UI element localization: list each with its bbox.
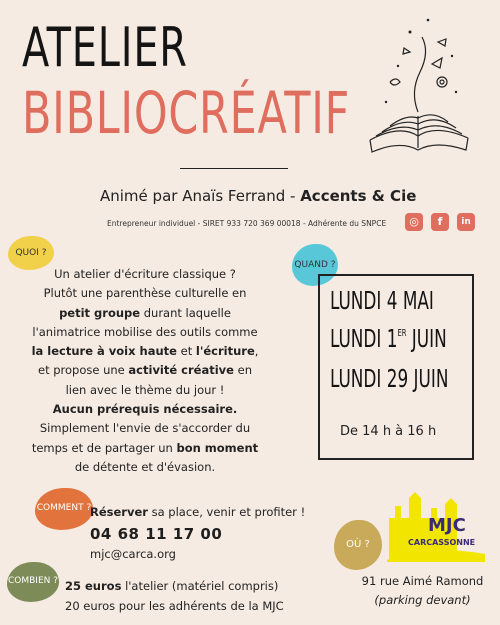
- title-bibliocreatif: BIBLIOCRÉATIF: [22, 79, 351, 147]
- tag-quand: QUAND ?: [292, 244, 338, 286]
- instagram-icon[interactable]: ◎: [405, 213, 423, 231]
- email-link[interactable]: mjc@carca.org: [90, 547, 176, 561]
- animator-line: Animé par Anaïs Ferrand - Accents & Cie: [100, 187, 417, 205]
- date-3: LUNDI 29 JUIN: [330, 364, 449, 393]
- linkedin-icon[interactable]: in: [457, 213, 475, 231]
- legal-info: Entrepreneur individuel - SIRET 933 720 369 00018 - Adhérente du SNPCE: [107, 219, 387, 228]
- description: Un atelier d'écriture classique ? Plutôt une parenthèse culturelle en petit groupe durant laquelle l'animatrice mobilise des outils comme la lecture à voix haute et l'écriture, et propose une activité créative en lien avec le thème du jour ! Aucun prérequis nécessaire. Simplement l'envie de s'accorder du temps et de partager un bon moment de détente et d'évasion.: [31, 267, 259, 474]
- date-1: LUNDI 4 MAI: [330, 286, 434, 315]
- tag-quoi: QUOI ?: [8, 236, 54, 270]
- price-members: 20 euros pour les adhérents de la MJC: [65, 599, 284, 613]
- mjc-logo-city: CARCASSONNE: [408, 538, 476, 547]
- open-book-illustration: [360, 12, 480, 162]
- tag-combien: COMBIEN ?: [7, 562, 59, 602]
- tag-ou: OÙ ?: [334, 520, 382, 570]
- mjc-logo-name: MJC: [428, 515, 466, 536]
- company-name: Accents & Cie: [300, 187, 417, 205]
- title-underline: [180, 168, 288, 169]
- tag-comment: COMMENT ?: [35, 488, 93, 530]
- time-range: De 14 h à 16 h: [340, 424, 437, 439]
- reserve-text: Réserver sa place, venir et profiter !: [90, 505, 306, 519]
- date-2: LUNDI 1ER JUIN: [330, 324, 447, 353]
- address: 91 rue Aimé Ramond (parking devant): [361, 574, 484, 607]
- price-line: 25 euros l'atelier (matériel compris): [65, 579, 279, 593]
- title-atelier: ATELIER: [22, 16, 188, 79]
- phone-number[interactable]: 04 68 11 17 00: [90, 525, 223, 543]
- facebook-icon[interactable]: f: [431, 213, 449, 231]
